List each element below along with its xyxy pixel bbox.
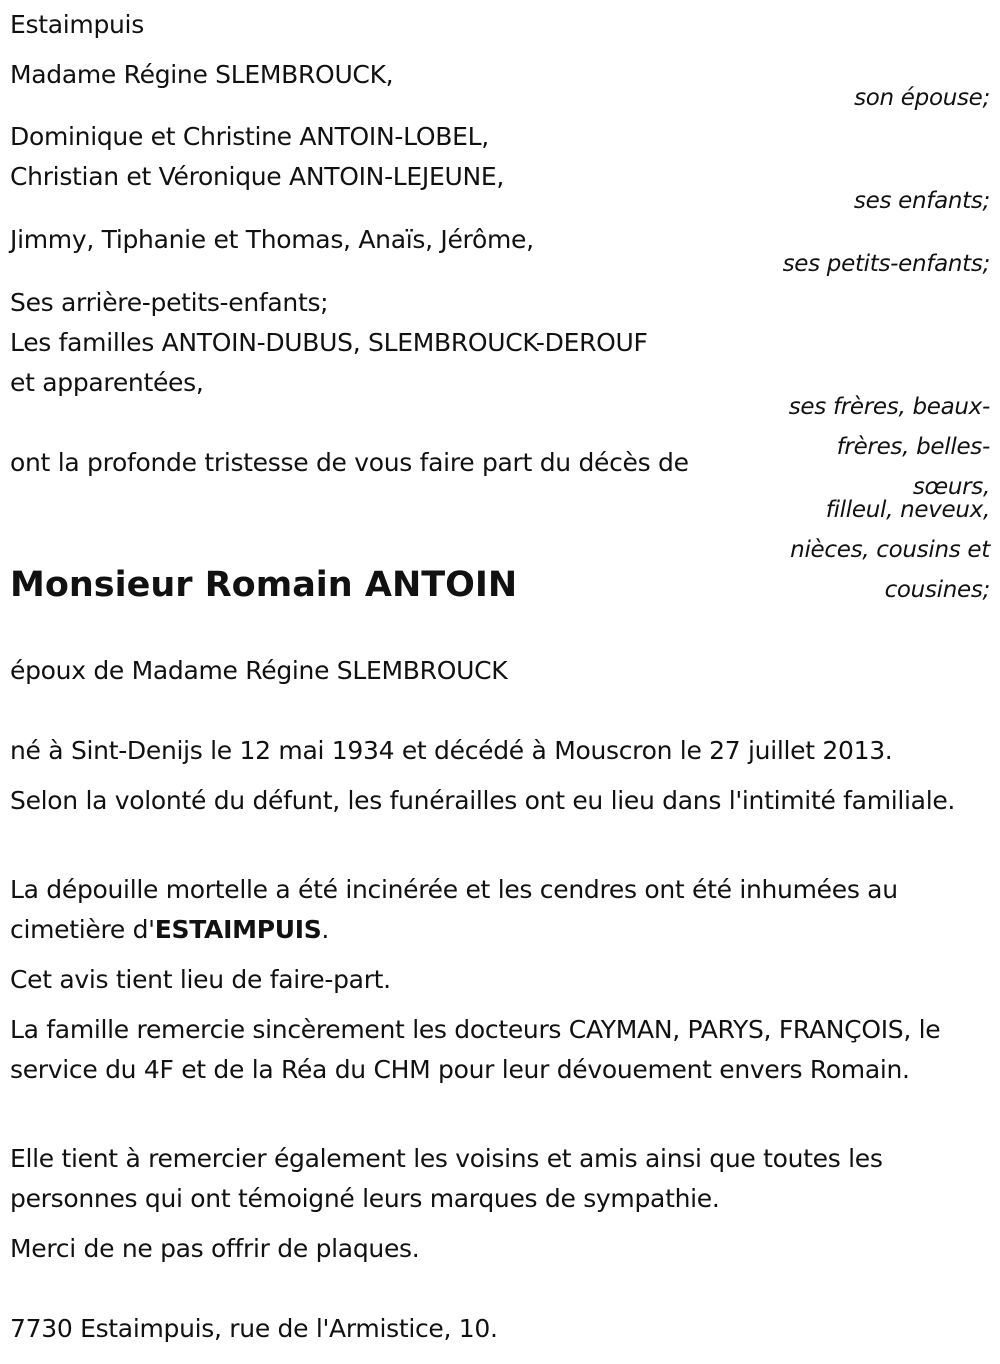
grandchildren-role: ses petits-enfants; [782, 251, 990, 277]
children-line-1: Dominique et Christine ANTOIN-LOBEL, [10, 122, 489, 151]
thanks-neighbors: Elle tient à remercier également les voisins et amis ainsi que toutes les personnes qui ont témoigné leurs marques de sympathie. [10, 1144, 883, 1213]
thanks-doctors: La famille remercie sincèrement les docteurs CAYMAN, PARYS, FRANÇOIS, le service du 4F et de la Réa du CHM pour leur dévouement envers Romain. [10, 1015, 941, 1084]
cremation-place: ESTAIMPUIS [154, 915, 322, 944]
siblings-role: ses frères, beaux-frères, belles-sœurs, [788, 394, 990, 500]
no-plaques: Merci de ne pas offrir de plaques. [10, 1234, 420, 1263]
cremation-prefix: La dépouille mortelle a été incinérée et les cendres ont été inhumées au cimetière d' [10, 875, 898, 944]
deceased-name: Monsieur Romain ANTOIN [10, 565, 518, 605]
great-grandchildren: Ses arrière-petits-enfants; [10, 288, 329, 317]
funeral-paragraph: Selon la volonté du défunt, les funérailles ont eu lieu dans l'intimité familiale. [10, 786, 956, 815]
cremation-paragraph [10, 870, 995, 950]
spouse-name: Madame Régine SLEMBROUCK, [10, 60, 394, 89]
address: 7730 Estaimpuis, rue de l'Armistice, 10. [10, 1314, 498, 1343]
announcement: ont la profonde tristesse de vous faire part du décès de [10, 448, 689, 477]
families-line-2: et apparentées, [10, 368, 204, 397]
grandchildren: Jimmy, Tiphanie et Thomas, Anaïs, Jérôme, [10, 225, 534, 254]
location-header: Estaimpuis [10, 10, 144, 39]
cremation-suffix: . [321, 915, 330, 944]
spouse-role: son épouse; [854, 85, 990, 111]
children-role: ses enfants; [853, 188, 990, 214]
birth-death: né à Sint-Denijs le 12 mai 1934 et décédé à Mouscron le 27 juillet 2013. [10, 736, 893, 765]
notice: Cet avis tient lieu de faire-part. [10, 965, 391, 994]
families-line-1: Les familles ANTOIN-DUBUS, SLEMBROUCK-DEROUF [10, 328, 648, 357]
children-line-2: Christian et Véronique ANTOIN-LEJEUNE, [10, 162, 505, 191]
spouse-of: époux de Madame Régine SLEMBROUCK [10, 656, 508, 685]
relatives-role: filleul, neveux, nièces, cousins et cousines; [790, 497, 990, 603]
